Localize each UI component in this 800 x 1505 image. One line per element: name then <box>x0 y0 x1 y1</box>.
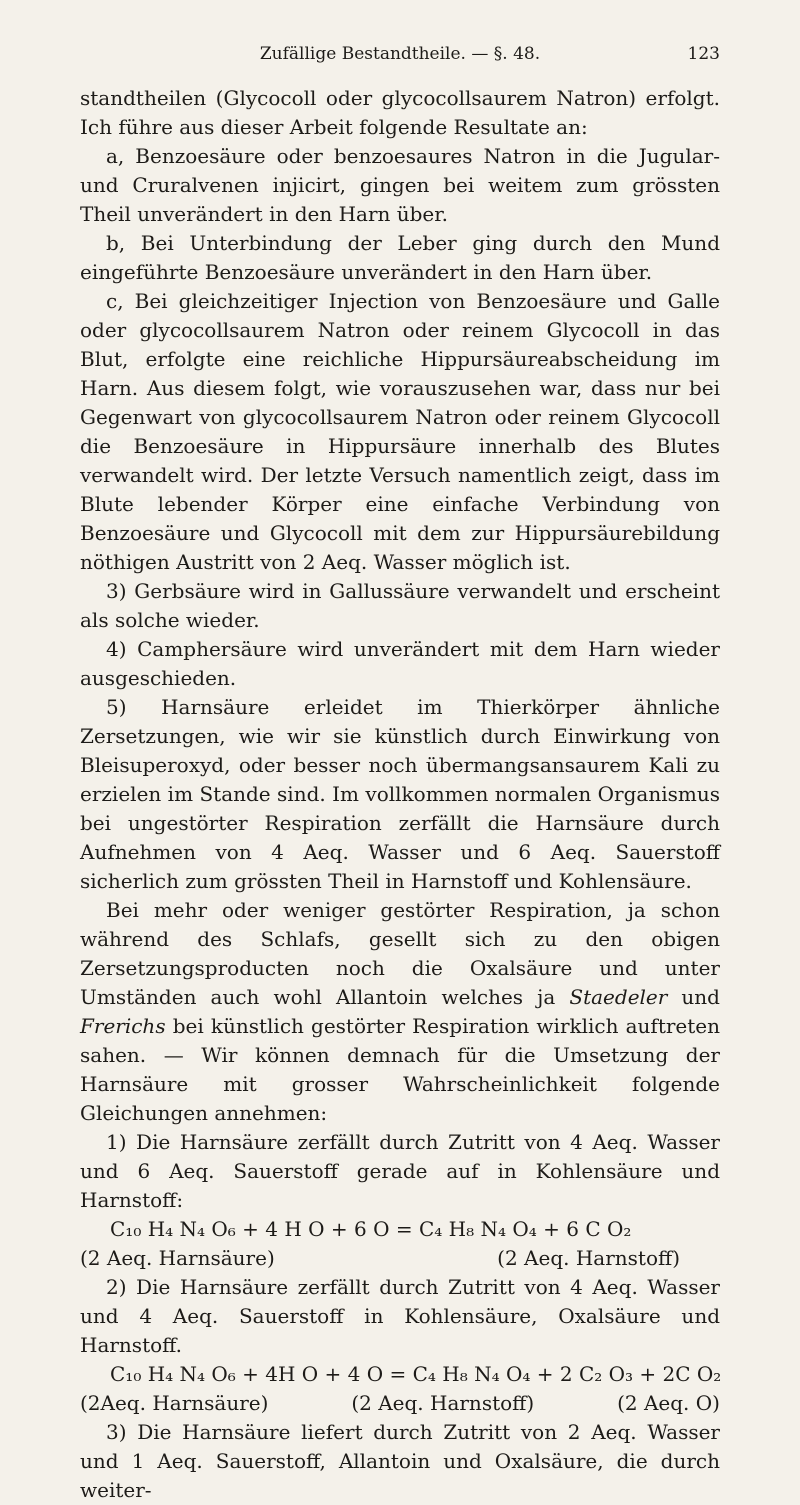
equation-1-description: 1) Die Harnsäure zerfällt durch Zutritt von 4 Aeq. Wasser und 6 Aeq. Sauerstoff gerade auf in Kohlensäure und Harnstoff: <box>80 1130 720 1212</box>
paragraph-respiration <box>80 896 720 1128</box>
page-body <box>80 84 720 1505</box>
paragraph-camphersaeure: 4) Camphersäure wird unverändert mit dem Harn wieder ausgeschieden. <box>80 637 720 690</box>
page-number: 123 <box>687 44 720 64</box>
equation-2-labels <box>80 1389 720 1418</box>
paragraph-continuation: standtheilen (Glycocoll oder glycocollsaurem Natron) erfolgt. Ich führe aus dieser Arbeit folgende Resultate an: <box>80 86 720 139</box>
equation-1-labels <box>80 1244 720 1273</box>
equation-2-description: 2) Die Harnsäure zerfällt durch Zutritt von 4 Aeq. Wasser und 4 Aeq. Sauerstoff in Kohlensäure, Oxalsäure und Harnstoff. <box>80 1275 720 1357</box>
respiration-text-start: Bei mehr oder weniger gestörter Respiration, ja schon während des Schlafs, gesellt sich zu den obigen Zersetzungsproducten noch die Oxalsäure und unter Umständen auch wohl Allantoin welches ja <box>80 898 720 1009</box>
running-header <box>80 44 720 72</box>
respiration-text-end: bei künstlich gestörter Respiration wirklich auftreten sahen. — Wir können demnach für die Umsetzung der Harnsäure mit grosser Wahrscheinlichkeit folgende Gleichungen annehmen: <box>80 1014 721 1125</box>
paragraph-result-b: b, Bei Unterbindung der Leber ging durch den Mund eingeführte Benzoesäure unverändert in den Harn über. <box>80 231 720 284</box>
running-title: Zufällige Bestandtheile. — §. 48. <box>259 44 541 64</box>
paragraph-gerbsaeure: 3) Gerbsäure wird in Gallussäure verwandelt und erscheint als solche wieder. <box>80 579 720 632</box>
equation-2-label-oxygen: (2 Aeq. O) <box>617 1391 720 1415</box>
paragraph-result-c: c, Bei gleichzeitiger Injection von Benzoesäure und Galle oder glycocollsaurem Natron oder reinem Glycocoll in das Blut, erfolgte eine reichliche Hippursäureabscheidung im Harn. Aus diesem folgt, wie vorauszusehen war, dass nur bei Gegenwart von glycocollsaurem Natron oder reinem Glycocoll die Benzoesäure in Hippursäure innerhalb des Blutes verwandelt wird. Der letzte Versuch namentlich zeigt, dass im Blute lebender Körper eine einfache Verbindung von Benzoesäure und Glycocoll mit dem zur Hippursäurebildung nöthigen Austritt von 2 Aeq. Wasser möglich ist. <box>80 289 720 574</box>
equation-1-label-harnsaeure: (2 Aeq. Harnsäure) <box>80 1246 275 1270</box>
paragraph-harnsaeure: 5) Harnsäure erleidet im Thierkörper ähnliche Zersetzungen, wie wir sie künstlich durch Einwirkung von Bleisuperoxyd, oder besser noch übermangsansaurem Kali zu erzielen im Stande sind. Im vollkommen normalen Organismus bei ungestörter Respiration zerfällt die Harnsäure durch Aufnehmen von 4 Aeq. Wasser und 6 Aeq. Sauerstoff sicherlich zum grössten Theil in Harnstoff und Kohlensäure. <box>80 695 720 893</box>
equation-2-label-harnsaeure: (2Aeq. Harnsäure) <box>80 1391 269 1415</box>
equation-3-description: 3) Die Harnsäure liefert durch Zutritt von 2 Aeq. Wasser und 1 Aeq. Sauerstoff, Allantoin und Oxalsäure, die durch weiter- <box>80 1420 720 1502</box>
paragraph-result-a: a, Benzoesäure oder benzoesaures Natron in die Jugular- und Cruralvenen injicirt, gingen bei weitem zum grössten Theil unverändert in den Harn über. <box>80 144 720 226</box>
equation-1-label-harnstoff: (2 Aeq. Harnstoff) <box>497 1246 680 1270</box>
author-staedeler: Staedeler <box>569 985 668 1009</box>
author-frerichs: Frerichs <box>80 1014 166 1038</box>
equation-2-formula: C₁₀ H₄ N₄ O₆ + 4H O + 4 O = C₄ H₈ N₄ O₄ + 2 C₂ O₃ + 2C O₂ <box>110 1362 722 1386</box>
equation-1-formula: C₁₀ H₄ N₄ O₆ + 4 H O + 6 O = C₄ H₈ N₄ O₄ + 6 C O₂ <box>110 1217 632 1241</box>
equation-2-label-harnstoff: (2 Aeq. Harnstoff) <box>351 1391 535 1415</box>
respiration-und: und <box>681 985 720 1009</box>
